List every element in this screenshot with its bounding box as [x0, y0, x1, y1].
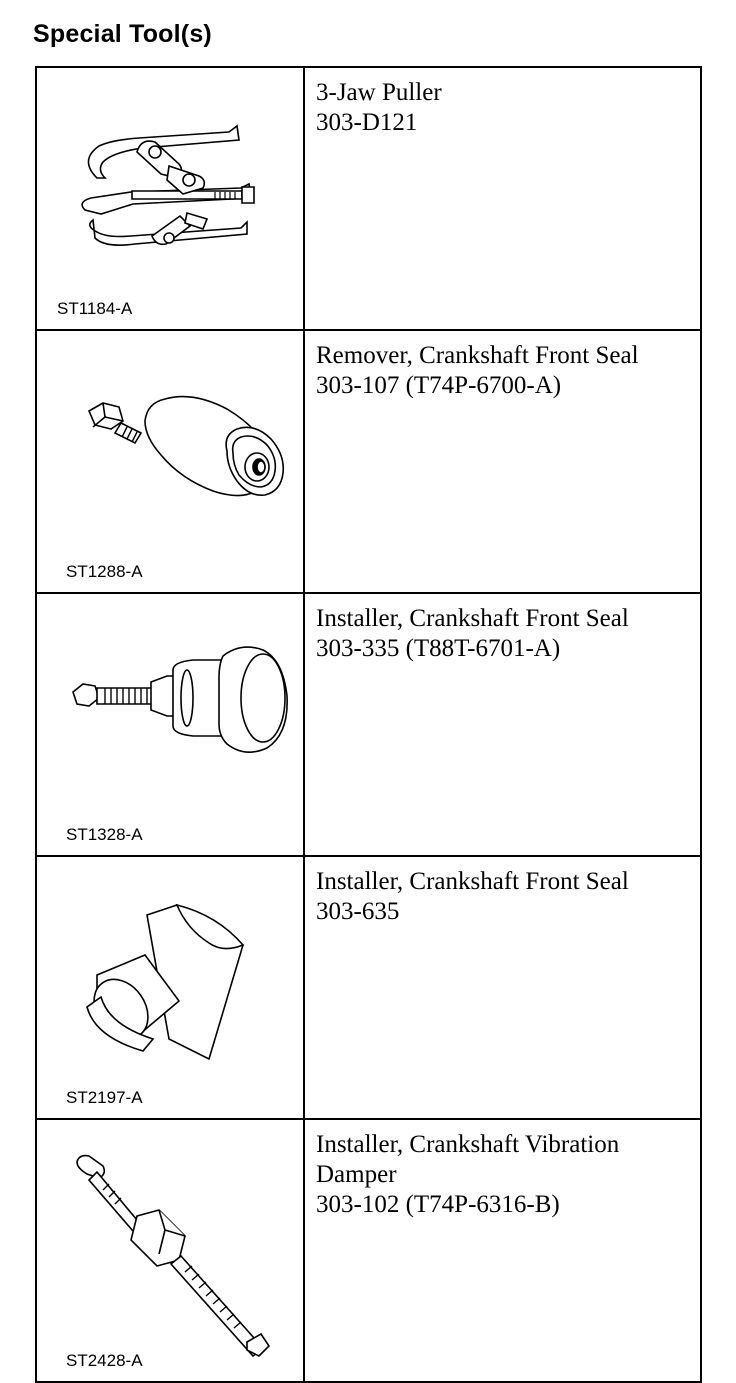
tool-code: ST1328-A	[66, 825, 143, 844]
table-row	[36, 593, 701, 856]
tool-description-cell	[304, 593, 701, 856]
tool-number: 303-335 (T88T-6701-A)	[316, 635, 561, 662]
tool-code: ST2197-A	[66, 1088, 143, 1107]
page-title: Special Tool(s)	[33, 20, 212, 48]
tool-number: 303-D121	[316, 109, 418, 136]
tool-illustration-cell	[36, 330, 304, 593]
tool-illustration-cell	[36, 1119, 304, 1382]
tool-description-cell	[304, 856, 701, 1119]
table-row	[36, 330, 701, 593]
tool-description-cell	[304, 1119, 701, 1382]
seal-installer-icon	[37, 594, 303, 845]
tool-number: 303-107 (T74P-6700-A)	[316, 372, 562, 399]
table-row	[36, 856, 701, 1119]
tool-number: 303-635	[316, 898, 400, 925]
tool-description-cell	[304, 67, 701, 330]
tool-name: Installer, Crankshaft Front Seal	[316, 605, 629, 632]
tool-illustration-cell	[36, 67, 304, 330]
tool-description-cell	[304, 330, 701, 593]
three-jaw-puller-icon	[37, 68, 303, 319]
tool-name: Installer, Crankshaft Vibration	[316, 1131, 620, 1158]
seal-remover-icon	[37, 331, 303, 582]
tool-name-continued: Damper	[316, 1161, 397, 1188]
tool-name: 3-Jaw Puller	[316, 79, 442, 106]
tool-name: Installer, Crankshaft Front Seal	[316, 868, 629, 895]
tool-number: 303-102 (T74P-6316-B)	[316, 1191, 560, 1218]
tool-code: ST1288-A	[66, 562, 143, 581]
table-row	[36, 1119, 701, 1382]
table-row	[36, 67, 701, 330]
seal-installer-sleeve-icon	[37, 857, 303, 1108]
tool-code: ST2428-A	[66, 1351, 143, 1370]
special-tools-table	[35, 66, 702, 1383]
damper-installer-icon	[37, 1120, 303, 1371]
tool-name: Remover, Crankshaft Front Seal	[316, 342, 639, 369]
tool-code: ST1184-A	[57, 299, 133, 318]
tool-illustration-cell	[36, 593, 304, 856]
tool-illustration-cell	[36, 856, 304, 1119]
